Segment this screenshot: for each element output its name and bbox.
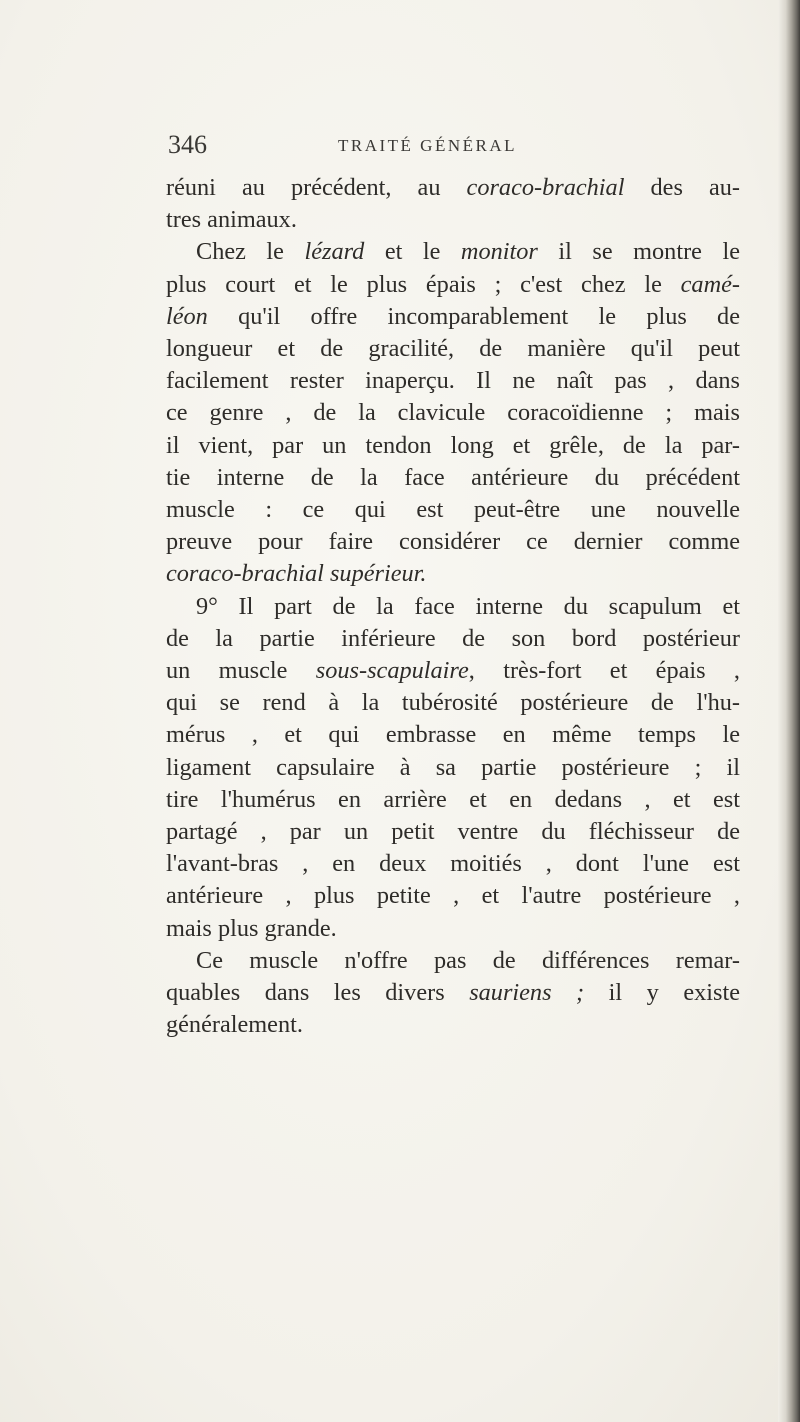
text-line <box>166 365 740 397</box>
text-line <box>166 333 740 365</box>
text-run: partagé , par un petit ventre du fléchisseur de <box>166 818 740 846</box>
italic-term: léon <box>166 302 208 330</box>
text-run: longueur et de gracilité, de manière qu'il peut <box>166 335 740 363</box>
text-line <box>166 430 740 462</box>
text-run: des au- <box>624 174 740 201</box>
page-number: 346 <box>168 130 207 159</box>
text-run: , très-fort et épais , <box>468 657 740 685</box>
text-line <box>166 687 740 719</box>
text-line <box>166 591 740 623</box>
text-run: et le <box>364 238 461 266</box>
text-line <box>166 913 740 945</box>
text-run: Chez le <box>196 238 305 266</box>
text-line <box>166 269 740 301</box>
italic-term: camé- <box>680 270 740 298</box>
body-text <box>166 172 740 1041</box>
text-line <box>166 301 740 333</box>
italic-term: coraco-brachial <box>466 174 625 201</box>
text-run: tire l'humérus en arrière et en dedans , et est <box>166 785 740 813</box>
text-run: facilement rester inaperçu. Il ne naît pas , dans <box>166 367 740 395</box>
text-run: plus court et le plus épais ; c'est chez le <box>166 270 681 298</box>
text-line <box>166 848 740 880</box>
text-run: qu'il offre incomparablement le plus de <box>207 302 740 330</box>
italic-term: coraco-brachial supérieur. <box>166 560 427 588</box>
text-run: de la partie inférieure de son bord postérieur <box>166 624 740 652</box>
text-line <box>166 752 740 784</box>
text-run: tres animaux. <box>166 206 297 234</box>
text-run: 9° Il part de la face interne du scapulum et <box>196 592 740 620</box>
text-line <box>166 655 740 687</box>
text-line <box>166 204 740 236</box>
text-run: quables dans les divers <box>166 979 470 1007</box>
text-run: l'avant-bras , en deux moitiés , dont l'une est <box>166 850 740 878</box>
text-line <box>166 236 740 268</box>
italic-term: lézard <box>304 238 365 266</box>
text-line <box>166 1009 740 1041</box>
text-line <box>166 526 740 558</box>
text-line <box>166 977 740 1009</box>
text-line <box>166 494 740 526</box>
text-run: ce genre , de la clavicule coracoïdienne ; mais <box>166 399 740 427</box>
text-line <box>166 558 740 590</box>
text-line <box>166 945 740 977</box>
text-run: il y existe <box>584 979 741 1007</box>
text-line <box>166 880 740 912</box>
page-header <box>168 130 728 170</box>
text-line <box>166 623 740 655</box>
italic-term: sous-scapulaire <box>315 657 469 685</box>
text-run: antérieure , plus petite , et l'autre postérieure , <box>166 882 740 910</box>
italic-term: sauriens ; <box>469 979 585 1007</box>
text-run: qui se rend à la tubérosité postérieure de l'hu- <box>166 689 740 717</box>
running-title: TRAITÉ GÉNÉRAL <box>338 136 518 155</box>
text-run: mais plus grande. <box>166 914 337 942</box>
text-line <box>166 784 740 816</box>
text-run: tie interne de la face antérieure du précédent <box>166 463 740 491</box>
italic-term: monitor <box>460 238 538 266</box>
text-run: ligament capsulaire à sa partie postérieure ; il <box>166 753 740 781</box>
text-line <box>166 816 740 848</box>
text-run: Ce muscle n'offre pas de différences remar- <box>196 946 740 974</box>
book-spine-edge <box>778 0 800 1422</box>
text-run: réuni au précédent, au <box>166 174 467 201</box>
text-run: il se montre le <box>537 238 740 266</box>
text-line <box>166 397 740 429</box>
text-line <box>166 172 740 204</box>
text-run: il vient, par un tendon long et grêle, de la par- <box>166 431 740 459</box>
text-line <box>166 462 740 494</box>
text-line <box>166 719 740 751</box>
text-run: généralement. <box>166 1011 303 1039</box>
text-run: un muscle <box>166 657 316 685</box>
text-run: preuve pour faire considérer ce dernier comme <box>166 528 740 556</box>
text-run: mérus , et qui embrasse en même temps le <box>166 721 740 749</box>
text-run: muscle : ce qui est peut-être une nouvelle <box>166 496 740 524</box>
